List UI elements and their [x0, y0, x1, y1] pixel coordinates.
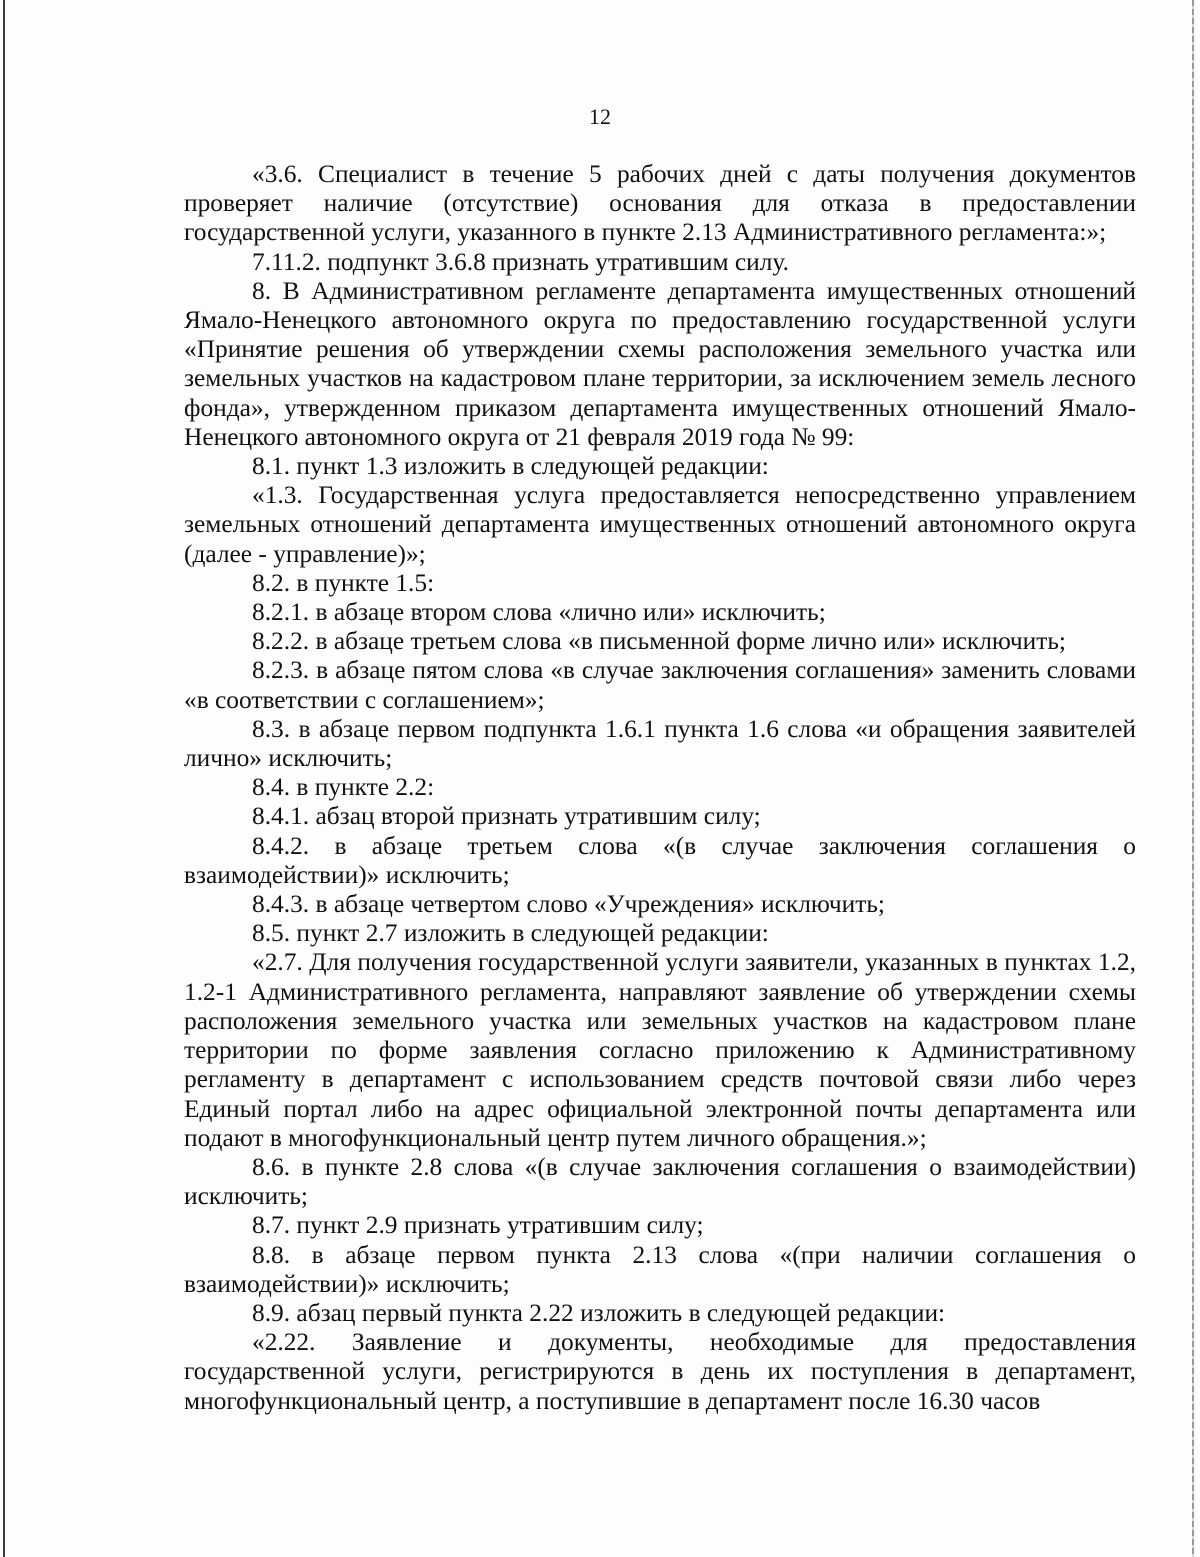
paragraph: «2.7. Для получения государственной услуги заявители, указанных в пунктах 1.2, 1.2-1 Административного регламента, направляют заявление об утверждении схемы расположения земельного участка или земельных участков на кадастровом плане территории по форме заявления согласно приложению к Административному регламенту в департамент с использованием средств почтовой связи либо через Единый портал либо на адрес официальной электронной почты департамента или подают в многофункциональный центр путем личного обращения.»;	[184, 948, 1136, 1152]
paragraph: 8.2. в пункте 1.5:	[252, 568, 435, 597]
scan-edge-right	[1192, 0, 1194, 1557]
scan-edge-left	[3, 0, 5, 1557]
paragraph: «3.6. Специалист в течение 5 рабочих дней с даты получения документов проверяет наличие (отсутствие) основания для отказа в предоставлении государственной услуги, указанного в пункте 2.13 Административного регламента:»;	[184, 160, 1136, 247]
paragraph: 8.4.3. в абзаце четвертом слово «Учреждения» исключить;	[252, 890, 885, 919]
paragraph: 8.2.3. в абзаце пятом слова «в случае заключения соглашения» заменить словами «в соответствии с соглашением»;	[184, 656, 1136, 714]
paragraph: 8. В Административном регламенте департамента имущественных отношений Ямало-Ненецкого автономного округа по предоставлению государственной услуги «Принятие решения об утверждении схемы расположения земельного участка или земельных участков на кадастровом плане территории, за исключением земель лесного фонда», утвержденном приказом департамента имущественных отношений Ямало-Ненецкого автономного округа от 21 февраля 2019 года № 99:	[184, 276, 1136, 451]
paragraph: 8.1. пункт 1.3 изложить в следующей редакции:	[252, 452, 769, 481]
paragraph: 8.4.1. абзац второй признать утратившим силу;	[252, 802, 761, 831]
paragraph: 8.8. в абзаце первом пункта 2.13 слова «(при наличии соглашения о взаимодействии)» исключить;	[184, 1240, 1136, 1298]
paragraph: 8.7. пункт 2.9 признать утратившим силу;	[252, 1211, 704, 1240]
paragraph: «2.22. Заявление и документы, необходимые для предоставления государственной услуги, регистрируются в день их поступления в департамент, многофункциональный центр, а поступившие в департамент после 16.30 часов	[184, 1328, 1136, 1415]
paragraph: 8.5. пункт 2.7 изложить в следующей редакции:	[252, 919, 769, 948]
paragraph: «1.3. Государственная услуга предоставляется непосредственно управлением земельных отношений департамента имущественных отношений автономного округа (далее - управление)»;	[184, 481, 1136, 568]
paragraph: 8.2.2. в абзаце третьем слова «в письменной форме лично или» исключить;	[252, 627, 1066, 656]
paragraph: 8.6. в пункте 2.8 слова «(в случае заключения соглашения о взаимодействии) исключить;	[184, 1152, 1136, 1211]
paragraph: 8.4.2. в абзаце третьем слова «(в случае заключения соглашения о взаимодействии)» исключить;	[184, 831, 1136, 889]
paragraph: 8.9. абзац первый пункта 2.22 изложить в следующей редакции:	[252, 1298, 946, 1327]
document-body	[184, 160, 1136, 1416]
page-number: 12	[589, 104, 611, 129]
paragraph: 7.11.2. подпункт 3.6.8 признать утратившим силу.	[252, 247, 789, 276]
paragraph: 8.4. в пункте 2.2:	[252, 773, 435, 802]
paragraph: 8.3. в абзаце первом подпункта 1.6.1 пункта 1.6 слова «и обращения заявителей лично» исключить;	[184, 714, 1136, 773]
paragraph: 8.2.1. в абзаце втором слова «лично или» исключить;	[252, 598, 826, 627]
